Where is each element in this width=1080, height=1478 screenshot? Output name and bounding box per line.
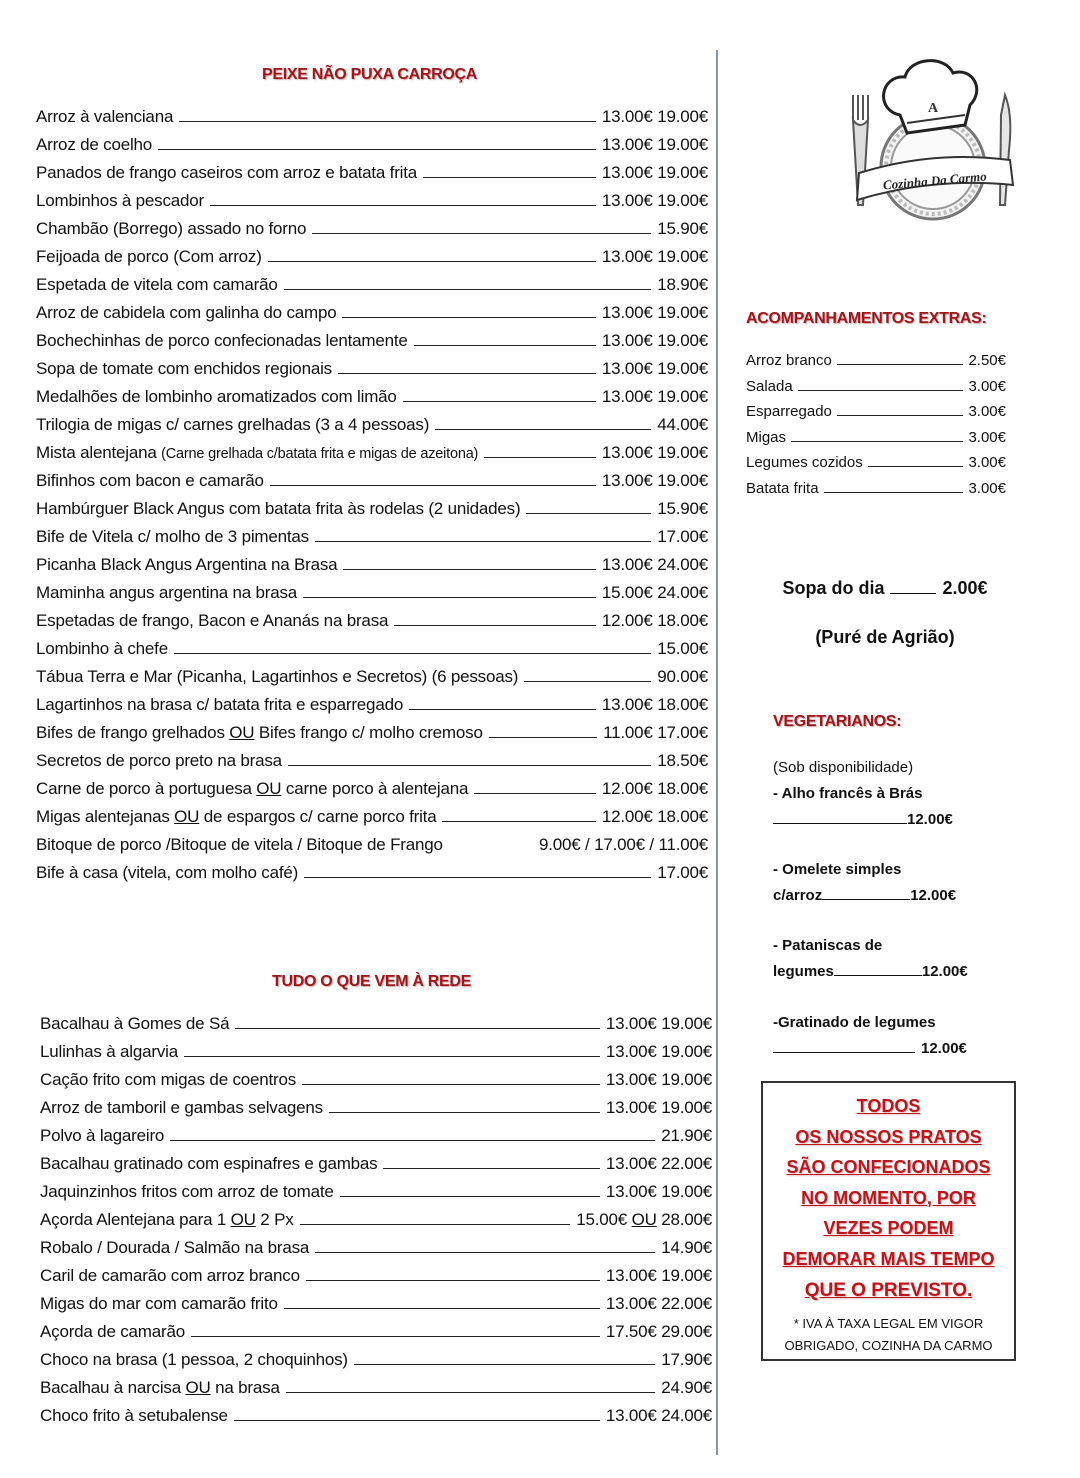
vegetarian-item: -Gratinado de legumes 12.00€ — [773, 1014, 967, 1057]
vegetarian-item: - Alho francês à Brás 12.00€ — [773, 785, 953, 828]
column-divider — [716, 50, 718, 1455]
svg-text:A: A — [927, 101, 939, 116]
chef-hat-plate-cutlery-logo-icon — [845, 55, 1020, 225]
extras-item: Batata frita 3.00€ — [746, 479, 1006, 497]
restaurant-logo — [845, 55, 1020, 225]
menu-item: Espetadas de frango, Bacon e Ananás na brasa 12.00€ 18.00€ — [36, 611, 708, 630]
extras-item: Migas 3.00€ — [746, 428, 1006, 446]
vat-note: * IVA À TAXA LEGAL EM VIGOR — [793, 1315, 984, 1331]
notice-line: DEMORAR MAIS TEMPO — [782, 1248, 995, 1269]
notice-line: OS NOSSOS PRATOS — [795, 1126, 982, 1147]
notice-box — [761, 1081, 1016, 1361]
menu-item: Espetada de vitela com camarão 18.90€ — [36, 275, 708, 294]
menu-item: Feijoada de porco (Com arroz) 13.00€ 19.00€ — [36, 247, 708, 266]
thanks-note: OBRIGADO, COZINHA DA CARMO — [784, 1337, 993, 1353]
menu-item: Açorda Alentejana para 1 OU 2 Px 15.00€ OU 28.00€ — [40, 1210, 712, 1229]
section-title-extras: ACOMPANHAMENTOS EXTRAS: — [746, 310, 987, 327]
notice-line: VEZES PODEM — [823, 1218, 954, 1238]
menu-item: Maminha angus argentina na brasa 15.00€ 24.00€ — [36, 583, 708, 602]
notice-line: QUE O PREVISTO. — [804, 1280, 973, 1301]
notice-line: NO MOMENTO, POR — [801, 1187, 976, 1208]
vegetarian-availability-note: (Sob disponibilidade) — [773, 759, 914, 776]
menu-item: Choco frito à setubalense 13.00€ 24.00€ — [40, 1406, 712, 1425]
vegetarian-item: - Omelete simples c/arroz 12.00€ — [773, 861, 957, 904]
menu-item: Medalhões de lombinho aromatizados com limão 13.00€ 19.00€ — [36, 387, 708, 406]
menu-item: Bifinhos com bacon e camarão 13.00€ 19.00€ — [36, 471, 708, 490]
menu-item: Trilogia de migas c/ carnes grelhadas (3 a 4 pessoas) 44.00€ — [36, 415, 708, 434]
menu-item: Arroz de tamboril e gambas selvagens 13.00€ 19.00€ — [40, 1098, 712, 1117]
menu-item: Panados de frango caseiros com arroz e batata frita 13.00€ 19.00€ — [36, 163, 708, 182]
menu-item: Robalo / Dourada / Salmão na brasa 14.90€ — [40, 1238, 712, 1257]
notice-line: SÃO CONFECIONADOS — [786, 1157, 991, 1177]
menu-item: Mista alentejana (Carne grelhada c/batata frita e migas de azeitona) 13.00€ 19.00€ — [36, 443, 708, 462]
extras-item: Legumes cozidos 3.00€ — [746, 454, 1006, 471]
menu-item: Lombinhos à pescador 13.00€ 19.00€ — [36, 191, 708, 210]
menu-item: Arroz à valenciana 13.00€ 19.00€ — [36, 107, 708, 126]
extras-item: Arroz branco 2.50€ — [746, 352, 1006, 369]
menu-item: Lagartinhos na brasa c/ batata frita e esparregado 13.00€ 18.00€ — [36, 695, 708, 714]
menu-item: Polvo à lagareiro 21.90€ — [40, 1126, 712, 1145]
menu-item: Cação frito com migas de coentros 13.00€ 19.00€ — [40, 1070, 712, 1089]
notice-line: TODOS — [856, 1096, 921, 1116]
extras-list — [746, 352, 1006, 505]
menu-item: Bacalhau à Gomes de Sá 13.00€ 19.00€ — [40, 1014, 712, 1033]
meat-menu-list — [36, 107, 708, 891]
fish-menu-list — [40, 1014, 712, 1434]
menu-item: Bacalhau à narcisa OU na brasa 24.90€ — [40, 1378, 712, 1397]
menu-item: Lulinhas à algarvia 13.00€ 19.00€ — [40, 1042, 712, 1061]
menu-item: Chambão (Borrego) assado no forno 15.90€ — [36, 219, 708, 238]
menu-item: Picanha Black Angus Argentina na Brasa 13.00€ 24.00€ — [36, 555, 708, 574]
soup-detail: (Puré de Agrião) — [815, 627, 955, 647]
vegetarian-item: - Pataniscas de legumes 12.00€ — [773, 937, 968, 980]
menu-item: Lombinho à chefe 15.00€ — [36, 639, 708, 658]
section-title-meat: PEIXE NÃO PUXA CARROÇA — [262, 66, 478, 83]
extras-item: Esparregado 3.00€ — [746, 403, 1006, 420]
menu-item: Bitoque de porco /Bitoque de vitela / Bitoque de Frango 9.00€ / 17.00€ / 11.00€ — [36, 835, 708, 854]
menu-item: Carne de porco à portuguesa OU carne porco à alentejana 12.00€ 18.00€ — [36, 779, 708, 798]
menu-item: Arroz de coelho 13.00€ 19.00€ — [36, 135, 708, 154]
menu-item: Bife de Vitela c/ molho de 3 pimentas 17.00€ — [36, 527, 708, 546]
menu-item: Açorda de camarão 17.50€ 29.00€ — [40, 1322, 712, 1341]
menu-item: Tábua Terra e Mar (Picanha, Lagartinhos e Secretos) (6 pessoas) 90.00€ — [36, 667, 708, 686]
menu-item: Bifes de frango grelhados OU Bifes frango c/ molho cremoso 11.00€ 17.00€ — [36, 723, 708, 742]
menu-item: Jaquinzinhos fritos com arroz de tomate 13.00€ 19.00€ — [40, 1182, 712, 1201]
soup-of-day: Sopa do dia 2.00€ — [782, 578, 988, 598]
section-title-vegetarian: VEGETARIANOS: — [773, 713, 902, 730]
svg-text:Cozinha Da Carmo: Cozinha Da Carmo — [882, 168, 988, 193]
menu-item: Choco na brasa (1 pessoa, 2 choquinhos) 17.90€ — [40, 1350, 712, 1369]
menu-item: Bife à casa (vitela, com molho café) 17.00€ — [36, 863, 708, 882]
menu-item: Migas alentejanas OU de espargos c/ carne porco frita 12.00€ 18.00€ — [36, 807, 708, 826]
menu-item: Bacalhau gratinado com espinafres e gambas 13.00€ 22.00€ — [40, 1154, 712, 1173]
menu-item: Arroz de cabidela com galinha do campo 13.00€ 19.00€ — [36, 303, 708, 322]
menu-item: Sopa de tomate com enchidos regionais 13.00€ 19.00€ — [36, 359, 708, 378]
menu-item: Secretos de porco preto na brasa 18.50€ — [36, 751, 708, 770]
menu-item: Bochechinhas de porco confecionadas lentamente 13.00€ 19.00€ — [36, 331, 708, 350]
section-title-fish: TUDO O QUE VEM À REDE — [272, 973, 472, 990]
menu-item: Hambúrguer Black Angus com batata frita às rodelas (2 unidades) 15.90€ — [36, 499, 708, 518]
menu-item: Caril de camarão com arroz branco 13.00€ 19.00€ — [40, 1266, 712, 1285]
extras-item: Salada 3.00€ — [746, 377, 1006, 395]
menu-item: Migas do mar com camarão frito 13.00€ 22.00€ — [40, 1294, 712, 1313]
